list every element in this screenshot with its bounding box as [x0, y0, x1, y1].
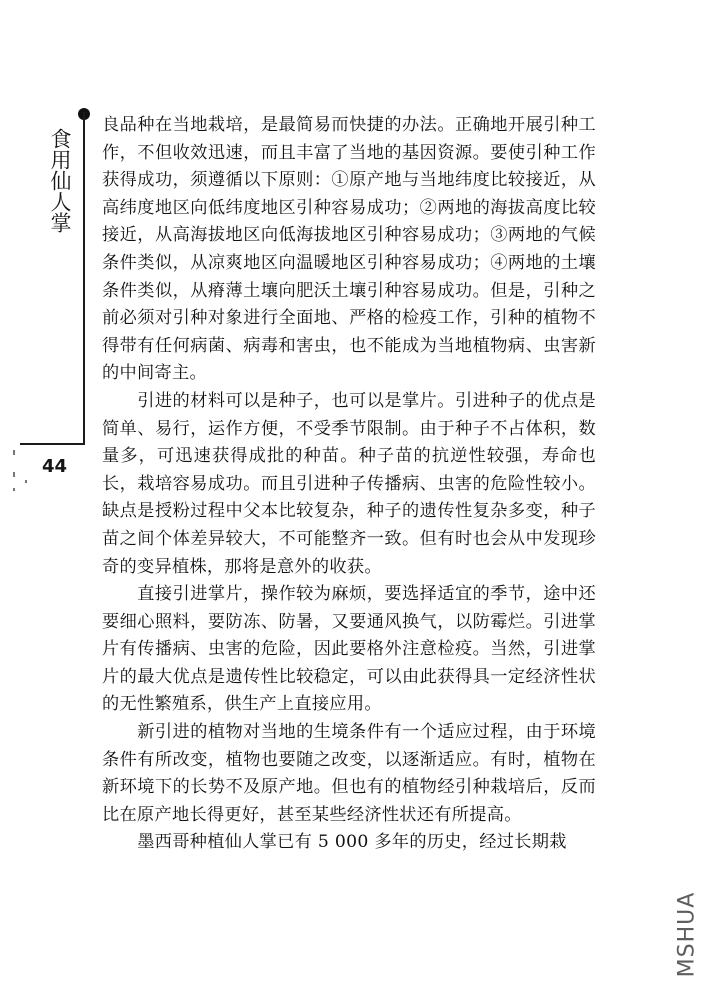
paragraph-2: 引进的材料可以是种子，也可以是掌片。引进种子的优点是简单、易行，运作方便，不受季节限制。由于种子不占体积，数量多，可迅速获得成批的种苗。种子苗的抗逆性较强，寿命也长，栽培容易成功。而且引进种子传播病、虫害的危险性较小。缺点是授粉过程中父本比较复杂，种子的遗传性复杂多变，种子苗之间个体差异较大，不可能整齐一致。但有时也会从中发现珍奇的变异植株，那将是意外的收获。: [102, 390, 596, 577]
paragraph-1: 良品种在当地栽培，是最简易而快捷的办法。正确地开展引种工作，不但收效迅速，而且丰富了当地的基因资源。要使引种工作获得成功，须遵循以下原则：①原产地与当地纬度比较接近，从高纬度地区向低纬度地区引种容易成功；②两地的海拔高度比较接近，从高海拔地区向低海拔地区引种容易成功；③两地的气候条件类似，从凉爽地区向温暖地区引种容易成功；④两地的土壤条件类似，从瘠薄土壤向肥沃土壤引种容易成功。但是，引种之前必须对引种对象进行全面地、严格的检疫工作，引种的植物不得带有任何病菌、病毒和害虫，也不能成为当地植物病、虫害新的中间寄主。: [102, 115, 596, 384]
page-number: 44: [42, 456, 68, 477]
body-text: [102, 112, 596, 857]
watermark: [672, 878, 702, 990]
margin-horizontal-rule: [20, 443, 85, 445]
running-book-title: 食用仙人掌: [48, 128, 72, 233]
paragraph-5: 墨西哥种植仙人掌已有 5 000 多年的历史，经过长期栽: [137, 832, 567, 853]
paragraph-4: 新引进的植物对当地的生境条件有一个适应过程，由于环境条件有所改变，植物也要随之改变，以逐渐适应。有时，植物在新环境下的长势不及原产地。但也有的植物经引种栽培后，反而比在原产地长得更好，甚至某些经济性状还有所提高。: [102, 722, 596, 825]
watermark-text: MSHUA: [674, 891, 700, 977]
paragraph-3: 直接引进掌片，操作较为麻烦，要选择适宜的季节，途中还要细心照料，要防冻、防暑，又要通风换气，以防霉烂。引进掌片有传播病、虫害的危险，因此要格外注意检疫。当然，引进掌片的最大优点是遗传性比较稳定，可以由此获得具一定经济性状的无性繁殖系，供生产上直接应用。: [102, 584, 596, 715]
margin-vertical-rule: [83, 112, 85, 444]
scan-specks: [11, 450, 41, 510]
